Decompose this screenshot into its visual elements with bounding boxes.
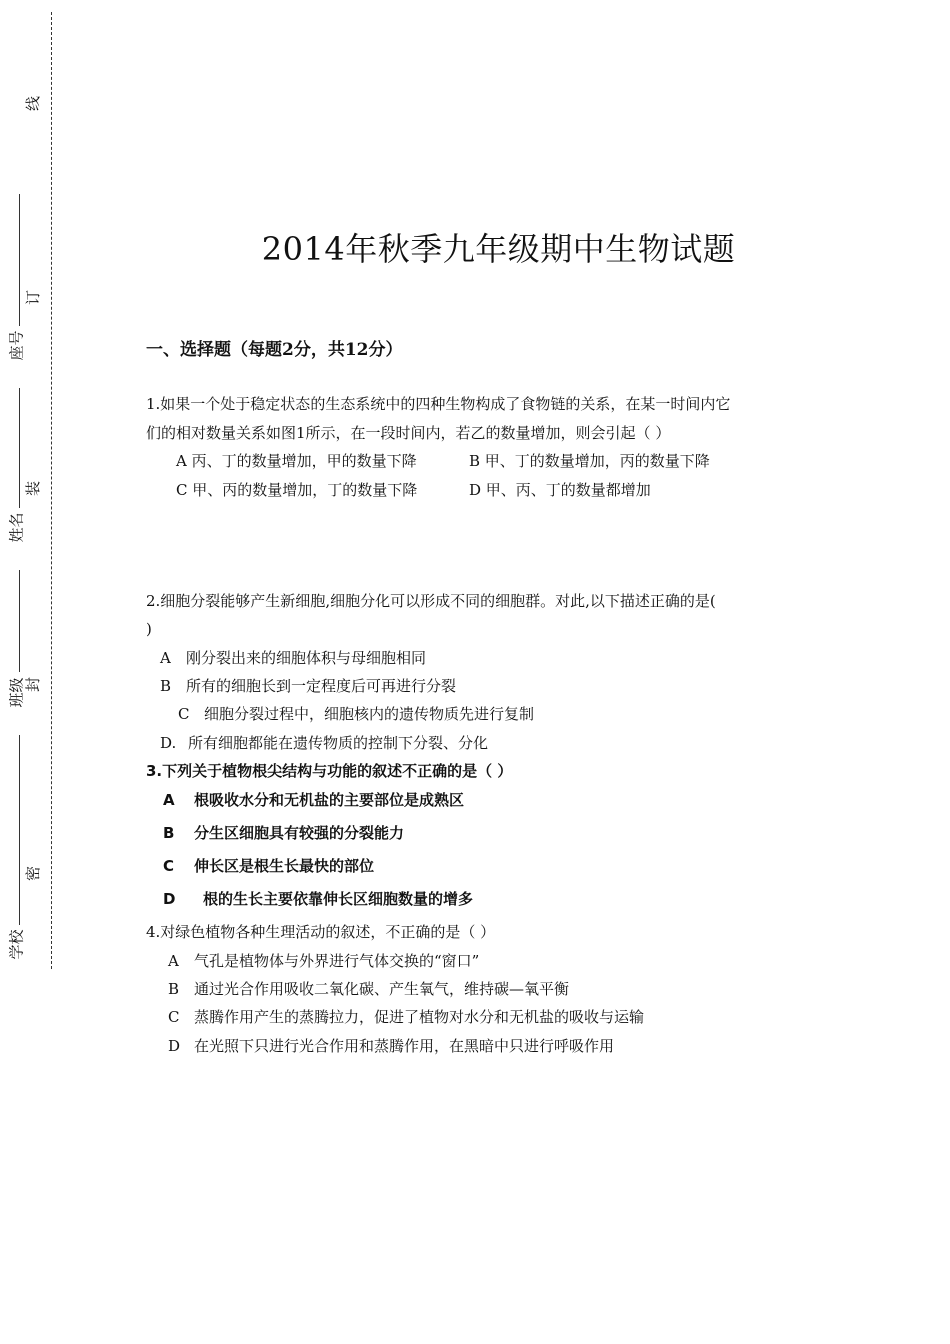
q2-stem-line1: 2.细胞分裂能够产生新细胞,细胞分化可以形成不同的细胞群。对此,以下描述正确的是( [146, 592, 716, 610]
q3-option-a-letter: A [163, 791, 175, 809]
q3-stem: 3.下列关于植物根尖结构与功能的叙述不正确的是（ ） [146, 762, 513, 780]
q4-option-a [168, 950, 479, 972]
q1-option-a: A 丙、丁的数量增加，甲的数量下降 [176, 452, 417, 470]
q2-option-b [160, 675, 456, 697]
binding-char-ding: 订 [24, 289, 43, 306]
q2-option-a [160, 647, 426, 669]
q3-option-d [163, 888, 473, 910]
q1-stem-line1: 1.如果一个处于稳定状态的生态系统中的四种生物构成了食物链的关系，在某一时间内它 [146, 395, 731, 413]
page-title: 2014年秋季九年级期中生物试题 [261, 230, 736, 268]
q3-option-b [163, 822, 404, 844]
q3-option-b-letter: B [163, 824, 175, 842]
q4-stem: 4.对绿色植物各种生理活动的叙述，不正确的是（ ） [146, 923, 496, 941]
q3-option-c [163, 855, 374, 877]
q1-option-d: D 甲、丙、丁的数量都增加 [469, 481, 651, 499]
q3-option-d-letter: D [163, 890, 176, 908]
q3-option-c-text: 伸长区是根生长最快的部位 [194, 857, 375, 875]
class-blank [19, 570, 20, 672]
binding-char-zhuang: 装 [24, 480, 43, 497]
binding-char-feng: 封 [24, 676, 43, 693]
seat-number-label: 座号 [7, 330, 26, 361]
q4-option-a-text: 气孔是植物体与外界进行气体交换的“窗口” [194, 952, 480, 970]
q2-option-d-letter: D. [160, 734, 177, 752]
q2-option-a-letter: A [160, 649, 171, 667]
q2-option-b-text: 所有的细胞长到一定程度后可再进行分裂 [186, 677, 457, 695]
q1-stem-line2: 们的相对数量关系如图1所示，在一段时间内，若乙的数量增加，则会引起（ ） [146, 424, 671, 442]
q4-option-b [168, 978, 569, 1000]
q3-option-a-text: 根吸收水分和无机盐的主要部位是成熟区 [194, 791, 465, 809]
q2-option-b-letter: B [160, 677, 172, 695]
q4-option-b-letter: B [168, 980, 180, 998]
q2-option-c [178, 703, 534, 725]
q2-option-d-text: 所有细胞都能在遗传物质的控制下分裂、分化 [188, 734, 489, 752]
school-label: 学校 [7, 929, 26, 960]
q3-option-c-letter: C [163, 857, 175, 875]
name-label: 姓名 [7, 512, 26, 543]
q1-option-b: B 甲、丁的数量增加，丙的数量下降 [469, 452, 710, 470]
q2-option-c-letter: C [178, 705, 190, 723]
class-label: 班级 [7, 677, 26, 708]
q4-option-b-text: 通过光合作用吸收二氧化碳、产生氧气，维持碳—氧平衡 [194, 980, 570, 998]
q2-option-a-text: 刚分裂出来的细胞体积与母细胞相同 [186, 649, 427, 667]
q4-option-c-text: 蒸腾作用产生的蒸腾拉力，促进了植物对水分和无机盐的吸收与运输 [194, 1008, 645, 1026]
q2-option-d [160, 732, 488, 754]
q4-option-d-letter: D [168, 1037, 181, 1055]
q1-option-c: C 甲、丙的数量增加，丁的数量下降 [176, 481, 418, 499]
q4-option-a-letter: A [168, 952, 179, 970]
binding-char-mi: 密 [24, 865, 43, 882]
q4-option-c-letter: C [168, 1008, 180, 1026]
q3-option-b-text: 分生区细胞具有较强的分裂能力 [194, 824, 405, 842]
name-blank [19, 388, 20, 508]
section-heading-choice: 一、选择题（每题2分，共12分） [146, 340, 403, 360]
school-blank [19, 735, 20, 925]
q4-option-c [168, 1006, 644, 1028]
q3-option-a [163, 789, 464, 811]
binding-dashed-line [51, 12, 52, 969]
q2-option-c-text: 细胞分裂过程中，细胞核内的遗传物质先进行复制 [204, 705, 535, 723]
binding-char-xian: 线 [24, 95, 43, 112]
q4-option-d [168, 1035, 614, 1057]
q2-stem-line2: ) [146, 620, 152, 638]
q4-option-d-text: 在光照下只进行光合作用和蒸腾作用，在黑暗中只进行呼吸作用 [194, 1037, 615, 1055]
q3-option-d-text: 根的生长主要依靠伸长区细胞数量的增多 [203, 890, 474, 908]
